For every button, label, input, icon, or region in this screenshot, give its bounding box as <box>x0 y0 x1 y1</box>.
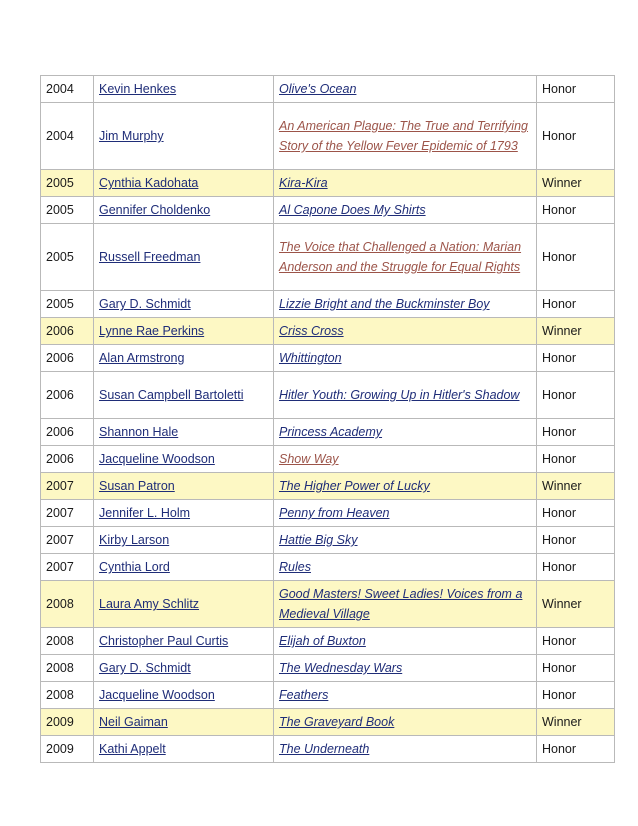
author-link[interactable]: Gary D. Schmidt <box>99 661 191 675</box>
award-cell: Honor <box>537 224 615 291</box>
table-row <box>41 628 615 655</box>
year-cell: 2006 <box>41 446 94 473</box>
award-cell: Honor <box>537 197 615 224</box>
author-link[interactable]: Jacqueline Woodson <box>99 452 215 466</box>
author-cell <box>94 197 274 224</box>
author-cell <box>94 709 274 736</box>
year-cell: 2008 <box>41 581 94 628</box>
book-title-link[interactable]: The Underneath <box>279 742 370 756</box>
author-cell <box>94 736 274 763</box>
award-cell: Winner <box>537 170 615 197</box>
book-title-link[interactable]: Whittington <box>279 351 342 365</box>
award-cell: Winner <box>537 581 615 628</box>
table-row <box>41 345 615 372</box>
book-title-link[interactable]: Olive's Ocean <box>279 82 357 96</box>
book-title-link[interactable]: Penny from Heaven <box>279 506 390 520</box>
award-cell: Winner <box>537 318 615 345</box>
author-link[interactable]: Russell Freedman <box>99 250 201 264</box>
award-cell: Honor <box>537 103 615 170</box>
author-link[interactable]: Kathi Appelt <box>99 742 166 756</box>
author-cell <box>94 419 274 446</box>
title-cell <box>274 372 537 419</box>
title-cell <box>274 345 537 372</box>
year-cell: 2006 <box>41 419 94 446</box>
book-title-link[interactable]: Feathers <box>279 688 329 702</box>
table-row <box>41 170 615 197</box>
year-cell: 2005 <box>41 197 94 224</box>
award-cell: Honor <box>537 419 615 446</box>
author-link[interactable]: Jim Murphy <box>99 129 164 143</box>
book-title-link[interactable]: Good Masters! Sweet Ladies! Voices from a Medieval Village <box>279 587 523 621</box>
table-row <box>41 527 615 554</box>
table-row <box>41 76 615 103</box>
table-row <box>41 224 615 291</box>
author-cell <box>94 527 274 554</box>
award-cell: Honor <box>537 655 615 682</box>
author-cell <box>94 628 274 655</box>
year-cell: 2009 <box>41 736 94 763</box>
book-title-link[interactable]: Rules <box>279 560 311 574</box>
title-cell <box>274 291 537 318</box>
table-row <box>41 419 615 446</box>
title-cell <box>274 103 537 170</box>
title-cell <box>274 224 537 291</box>
year-cell: 2005 <box>41 224 94 291</box>
table-row <box>41 446 615 473</box>
title-cell <box>274 318 537 345</box>
award-cell: Winner <box>537 709 615 736</box>
title-cell <box>274 446 537 473</box>
author-link[interactable]: Gennifer Choldenko <box>99 203 211 217</box>
awards-table <box>40 75 615 763</box>
author-link[interactable]: Susan Campbell Bartoletti <box>99 388 244 402</box>
author-cell <box>94 318 274 345</box>
book-title-link[interactable]: The Wednesday Wars <box>279 661 403 675</box>
award-cell: Honor <box>537 372 615 419</box>
table-row <box>41 318 615 345</box>
title-cell <box>274 736 537 763</box>
author-cell <box>94 76 274 103</box>
author-link[interactable]: Alan Armstrong <box>99 351 185 365</box>
award-cell: Honor <box>537 291 615 318</box>
author-cell <box>94 224 274 291</box>
table-row <box>41 291 615 318</box>
author-cell <box>94 372 274 419</box>
author-link[interactable]: Susan Patron <box>99 479 175 493</box>
year-cell: 2004 <box>41 76 94 103</box>
book-title-link[interactable]: Princess Academy <box>279 425 383 439</box>
award-cell: Winner <box>537 473 615 500</box>
award-cell: Honor <box>537 628 615 655</box>
table-row <box>41 103 615 170</box>
year-cell: 2007 <box>41 500 94 527</box>
author-link[interactable]: Kirby Larson <box>99 533 170 547</box>
book-title-link[interactable]: Elijah of Buxton <box>279 634 366 648</box>
author-cell <box>94 500 274 527</box>
award-cell: Honor <box>537 345 615 372</box>
title-cell <box>274 554 537 581</box>
award-cell: Honor <box>537 527 615 554</box>
year-cell: 2005 <box>41 170 94 197</box>
book-title-link[interactable]: Hattie Big Sky <box>279 533 358 547</box>
book-title-link[interactable]: Hitler Youth: Growing Up in Hitler's Shadow <box>279 388 520 402</box>
award-cell: Honor <box>537 500 615 527</box>
book-title-link[interactable]: Criss Cross <box>279 324 344 338</box>
author-cell <box>94 473 274 500</box>
award-cell: Honor <box>537 682 615 709</box>
year-cell: 2007 <box>41 554 94 581</box>
year-cell: 2009 <box>41 709 94 736</box>
table-row <box>41 736 615 763</box>
book-title-link[interactable]: The Voice that Challenged a Nation: Marian Anderson and the Struggle for Equal Rights <box>279 240 522 274</box>
title-cell <box>274 527 537 554</box>
author-link[interactable]: Christopher Paul Curtis <box>99 634 229 648</box>
book-title-link[interactable]: Kira-Kira <box>279 176 328 190</box>
award-cell: Honor <box>537 554 615 581</box>
author-cell <box>94 103 274 170</box>
book-title-link[interactable]: Lizzie Bright and the Buckminster Boy <box>279 297 490 311</box>
title-cell <box>274 655 537 682</box>
title-cell <box>274 628 537 655</box>
author-cell <box>94 655 274 682</box>
title-cell <box>274 682 537 709</box>
table-row <box>41 709 615 736</box>
table-row <box>41 473 615 500</box>
book-title-link[interactable]: Al Capone Does My Shirts <box>279 203 426 217</box>
year-cell: 2006 <box>41 372 94 419</box>
year-cell: 2006 <box>41 345 94 372</box>
title-cell <box>274 709 537 736</box>
author-link[interactable]: Cynthia Lord <box>99 560 170 574</box>
author-link[interactable]: Shannon Hale <box>99 425 179 439</box>
author-link[interactable]: Neil Gaiman <box>99 715 168 729</box>
author-cell <box>94 581 274 628</box>
author-cell <box>94 554 274 581</box>
author-cell <box>94 170 274 197</box>
award-cell: Honor <box>537 76 615 103</box>
year-cell: 2005 <box>41 291 94 318</box>
title-cell <box>274 197 537 224</box>
book-title-link[interactable]: The Higher Power of Lucky <box>279 479 430 493</box>
newbery-table-page <box>40 75 614 763</box>
table-row <box>41 554 615 581</box>
author-link[interactable]: Jennifer L. Holm <box>99 506 191 520</box>
author-link[interactable]: Lynne Rae Perkins <box>99 324 205 338</box>
author-link[interactable]: Laura Amy Schlitz <box>99 597 200 611</box>
awards-table-body <box>41 76 615 763</box>
title-cell <box>274 170 537 197</box>
table-row <box>41 655 615 682</box>
table-row <box>41 197 615 224</box>
author-link[interactable]: Gary D. Schmidt <box>99 297 191 311</box>
author-cell <box>94 682 274 709</box>
title-cell <box>274 473 537 500</box>
award-cell: Honor <box>537 736 615 763</box>
author-link[interactable]: Jacqueline Woodson <box>99 688 215 702</box>
year-cell: 2007 <box>41 473 94 500</box>
table-row <box>41 500 615 527</box>
title-cell <box>274 500 537 527</box>
table-row <box>41 581 615 628</box>
title-cell <box>274 419 537 446</box>
table-row <box>41 682 615 709</box>
table-row <box>41 372 615 419</box>
author-cell <box>94 345 274 372</box>
year-cell: 2007 <box>41 527 94 554</box>
book-title-link[interactable]: Show Way <box>279 452 339 466</box>
book-title-link[interactable]: The Graveyard Book <box>279 715 395 729</box>
author-cell <box>94 291 274 318</box>
year-cell: 2008 <box>41 655 94 682</box>
author-link[interactable]: Cynthia Kadohata <box>99 176 199 190</box>
award-cell: Honor <box>537 446 615 473</box>
year-cell: 2004 <box>41 103 94 170</box>
year-cell: 2008 <box>41 628 94 655</box>
year-cell: 2006 <box>41 318 94 345</box>
year-cell: 2008 <box>41 682 94 709</box>
book-title-link[interactable]: An American Plague: The True and Terrifying Story of the Yellow Fever Epidemic of 1793 <box>279 119 528 153</box>
title-cell <box>274 76 537 103</box>
author-cell <box>94 446 274 473</box>
title-cell <box>274 581 537 628</box>
author-link[interactable]: Kevin Henkes <box>99 82 177 96</box>
